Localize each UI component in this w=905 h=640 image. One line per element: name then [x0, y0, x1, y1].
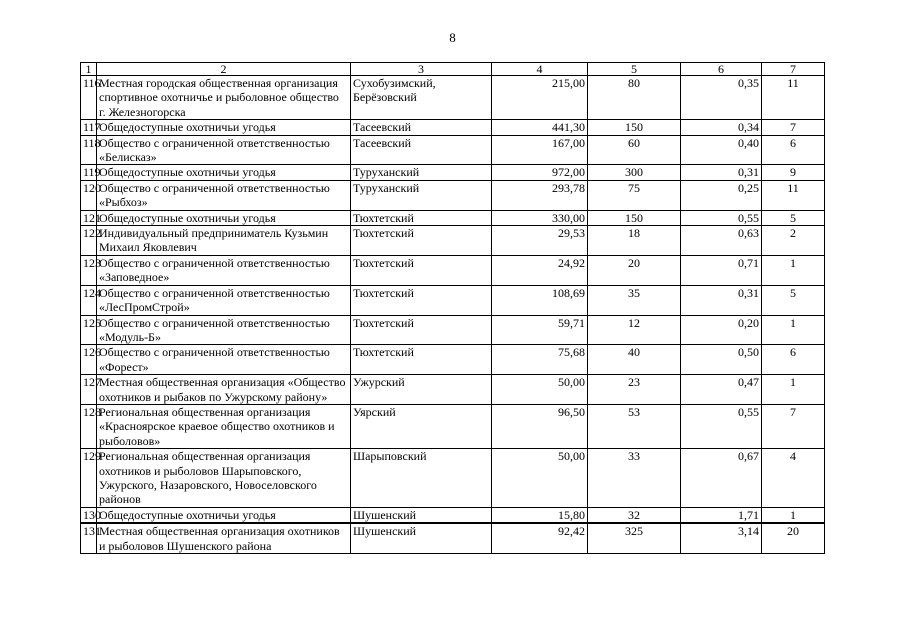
organization-name: Общедоступные охотничьи угодья: [97, 210, 351, 225]
organization-name: Общедоступные охотничьи угодья: [97, 120, 351, 135]
column-6-value: 0,34: [681, 120, 762, 135]
header-cell-7: 7: [762, 63, 825, 76]
header-cell-2: 2: [97, 63, 351, 76]
district-name: Шушенский: [351, 507, 492, 523]
column-6-value: 0,71: [681, 255, 762, 285]
organization-name: Общество с ограниченной ответственностью «Заповедное»: [97, 255, 351, 285]
table-row: [81, 210, 825, 225]
district-name: Тасеевский: [351, 135, 492, 165]
row-number: 116: [81, 76, 97, 120]
column-5-value: 32: [588, 507, 681, 523]
area-value: 15,80: [492, 507, 588, 523]
column-5-value: 75: [588, 180, 681, 210]
organization-name: Индивидуальный предприниматель Кузьмин Михаил Яковлевич: [97, 226, 351, 256]
column-5-value: 20: [588, 255, 681, 285]
table-row: [81, 135, 825, 165]
organization-name: Общество с ограниченной ответственностью «Рыбхоз»: [97, 180, 351, 210]
header-cell-6: 6: [681, 63, 762, 76]
organization-name: Местная общественная организация «Общество охотников и рыбаков по Ужурскому району»: [97, 375, 351, 405]
column-6-value: 0,55: [681, 210, 762, 225]
column-5-value: 300: [588, 165, 681, 180]
organization-name: Общество с ограниченной ответственностью «ЛесПромСтрой»: [97, 285, 351, 315]
column-5-value: 150: [588, 120, 681, 135]
column-6-value: 0,50: [681, 345, 762, 375]
row-number: 126: [81, 345, 97, 375]
organization-name: Местная городская общественная организация спортивное охотничье и рыболовное общество г. Железногорска: [97, 76, 351, 120]
column-6-value: 0,20: [681, 315, 762, 345]
column-6-value: 0,47: [681, 375, 762, 405]
table-row: [81, 315, 825, 345]
table-row: [81, 255, 825, 285]
row-number: 118: [81, 135, 97, 165]
column-7-value: 2: [762, 226, 825, 256]
header-row: [81, 63, 825, 76]
page-number: 8: [449, 30, 456, 45]
organization-name: Местная общественная организация охотников и рыболовов Шушенского района: [97, 523, 351, 553]
hunting-grounds-table: [80, 62, 825, 554]
row-number: 128: [81, 404, 97, 448]
organization-name: Общедоступные охотничьи угодья: [97, 165, 351, 180]
column-5-value: 325: [588, 523, 681, 553]
column-5-value: 150: [588, 210, 681, 225]
area-value: 108,69: [492, 285, 588, 315]
district-name: Тюхтетский: [351, 345, 492, 375]
district-name: Ужурский: [351, 375, 492, 405]
column-7-value: 9: [762, 165, 825, 180]
row-number: 129: [81, 449, 97, 508]
column-5-value: 53: [588, 404, 681, 448]
row-number: 131: [81, 523, 97, 553]
table-row: [81, 404, 825, 448]
district-name: Тюхтетский: [351, 285, 492, 315]
table-row: [81, 120, 825, 135]
header-cell-3: 3: [351, 63, 492, 76]
district-name: Шушенский: [351, 523, 492, 553]
table-row: [81, 345, 825, 375]
row-number: 127: [81, 375, 97, 405]
header-cell-5: 5: [588, 63, 681, 76]
column-7-value: 5: [762, 285, 825, 315]
column-7-value: 11: [762, 180, 825, 210]
column-6-value: 0,63: [681, 226, 762, 256]
organization-name: Общество с ограниченной ответственностью «Белисказ»: [97, 135, 351, 165]
district-name: Уярский: [351, 404, 492, 448]
area-value: 24,92: [492, 255, 588, 285]
column-7-value: 1: [762, 255, 825, 285]
column-7-value: 20: [762, 523, 825, 553]
area-value: 29,53: [492, 226, 588, 256]
column-7-value: 1: [762, 315, 825, 345]
column-7-value: 1: [762, 507, 825, 523]
column-6-value: 0,67: [681, 449, 762, 508]
organization-name: Общество с ограниченной ответственностью «Модуль-Б»: [97, 315, 351, 345]
organization-name: Региональная общественная организация охотников и рыболовов Шарыповского, Ужурского, Назаровского, Новоселовского районов: [97, 449, 351, 508]
organization-name: Общество с ограниченной ответственностью «Форест»: [97, 345, 351, 375]
area-value: 293,78: [492, 180, 588, 210]
header-cell-1: 1: [81, 63, 97, 76]
district-name: Туруханский: [351, 180, 492, 210]
row-number: 122: [81, 226, 97, 256]
row-number: 125: [81, 315, 97, 345]
column-6-value: 1,71: [681, 507, 762, 523]
area-value: 441,30: [492, 120, 588, 135]
column-7-value: 6: [762, 135, 825, 165]
column-7-value: 7: [762, 404, 825, 448]
organization-name: Общедоступные охотничьи угодья: [97, 507, 351, 523]
column-7-value: 4: [762, 449, 825, 508]
column-5-value: 12: [588, 315, 681, 345]
table-row: [81, 165, 825, 180]
table-row: [81, 523, 825, 553]
district-name: Шарыповский: [351, 449, 492, 508]
column-5-value: 35: [588, 285, 681, 315]
district-name: Сухобузимский, Берёзовский: [351, 76, 492, 120]
district-name: Тасеевский: [351, 120, 492, 135]
district-name: Тюхтетский: [351, 210, 492, 225]
area-value: 59,71: [492, 315, 588, 345]
column-5-value: 18: [588, 226, 681, 256]
row-number: 124: [81, 285, 97, 315]
column-7-value: 1: [762, 375, 825, 405]
column-5-value: 23: [588, 375, 681, 405]
area-value: 75,68: [492, 345, 588, 375]
column-6-value: 3,14: [681, 523, 762, 553]
column-5-value: 60: [588, 135, 681, 165]
column-6-value: 0,31: [681, 285, 762, 315]
row-number: 130: [81, 507, 97, 523]
column-6-value: 0,31: [681, 165, 762, 180]
area-value: 972,00: [492, 165, 588, 180]
area-value: 167,00: [492, 135, 588, 165]
table-row: [81, 449, 825, 508]
table-row: [81, 285, 825, 315]
row-number: 123: [81, 255, 97, 285]
table-row: [81, 507, 825, 523]
area-value: 50,00: [492, 375, 588, 405]
row-number: 117: [81, 120, 97, 135]
column-6-value: 0,55: [681, 404, 762, 448]
column-6-value: 0,25: [681, 180, 762, 210]
column-5-value: 33: [588, 449, 681, 508]
column-6-value: 0,40: [681, 135, 762, 165]
area-value: 215,00: [492, 76, 588, 120]
column-7-value: 11: [762, 76, 825, 120]
table-row: [81, 226, 825, 256]
column-7-value: 6: [762, 345, 825, 375]
column-7-value: 5: [762, 210, 825, 225]
area-value: 50,00: [492, 449, 588, 508]
district-name: Тюхтетский: [351, 315, 492, 345]
district-name: Туруханский: [351, 165, 492, 180]
district-name: Тюхтетский: [351, 255, 492, 285]
column-5-value: 40: [588, 345, 681, 375]
area-value: 96,50: [492, 404, 588, 448]
row-number: 119: [81, 165, 97, 180]
column-6-value: 0,35: [681, 76, 762, 120]
row-number: 121: [81, 210, 97, 225]
column-7-value: 7: [762, 120, 825, 135]
area-value: 330,00: [492, 210, 588, 225]
organization-name: Региональная общественная организация «Красноярское краевое общество охотников и рыболовов»: [97, 404, 351, 448]
table-row: [81, 180, 825, 210]
area-value: 92,42: [492, 523, 588, 553]
column-5-value: 80: [588, 76, 681, 120]
row-number: 120: [81, 180, 97, 210]
header-cell-4: 4: [492, 63, 588, 76]
district-name: Тюхтетский: [351, 226, 492, 256]
table-row: [81, 375, 825, 405]
table-row: [81, 76, 825, 120]
